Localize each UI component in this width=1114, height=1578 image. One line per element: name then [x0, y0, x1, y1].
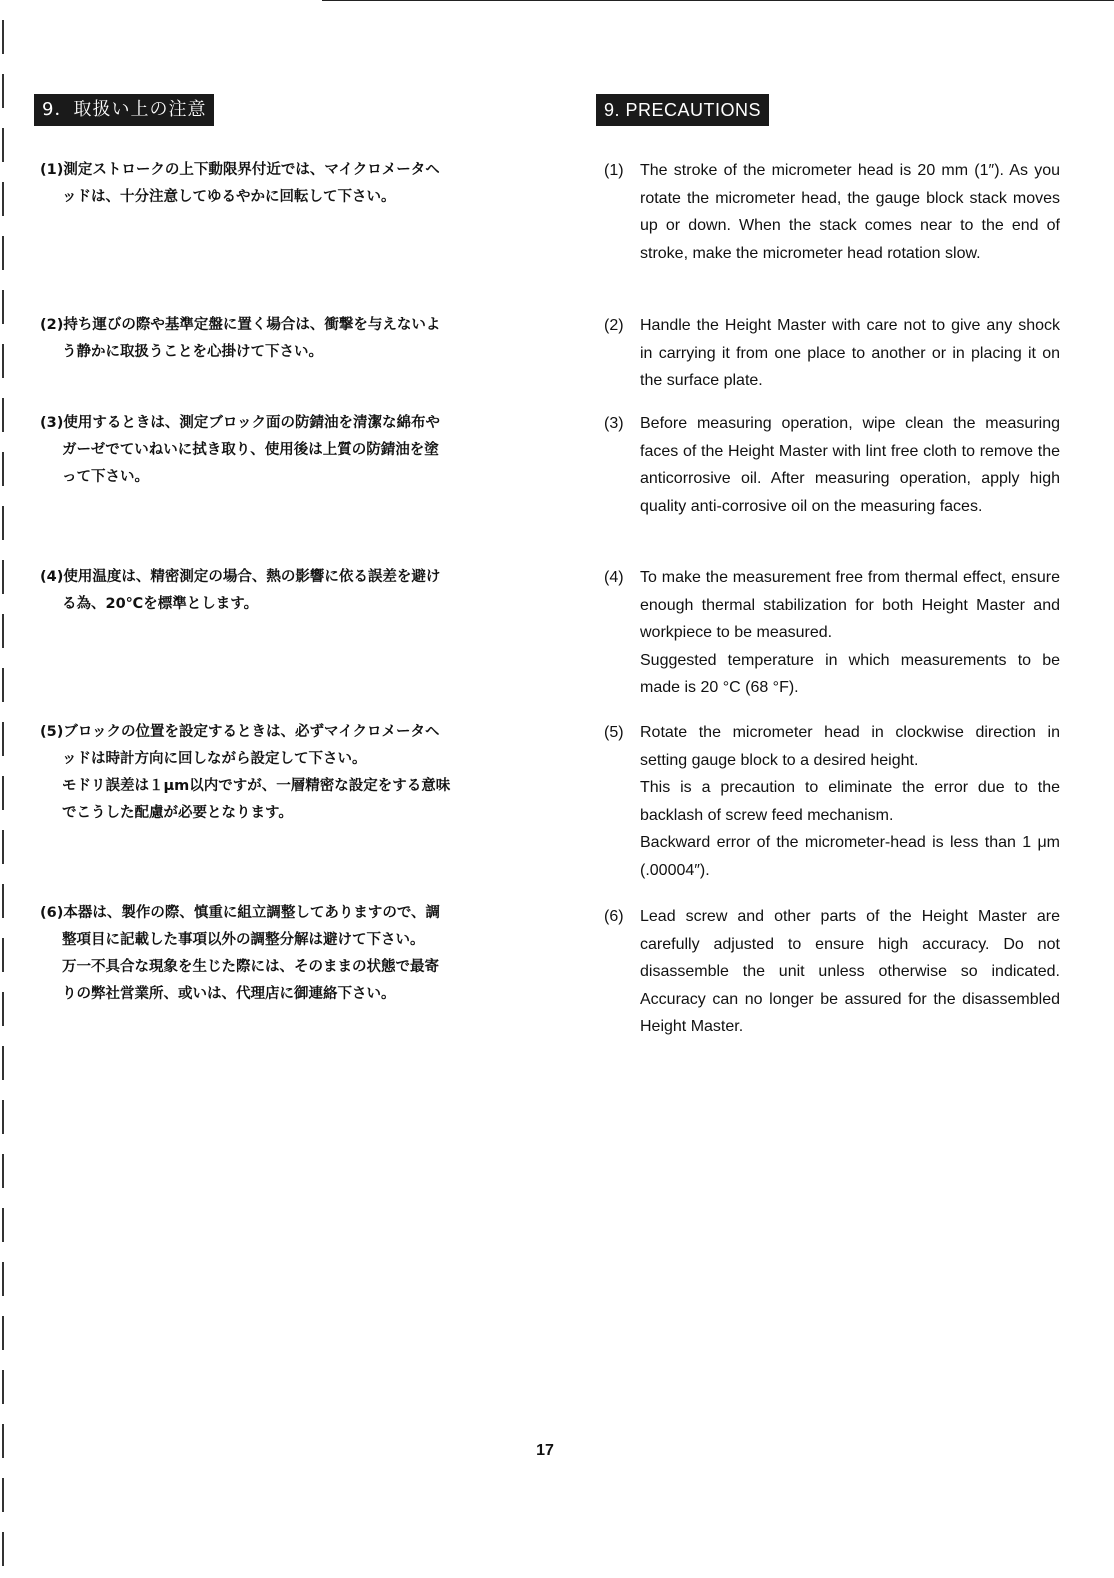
jp-line: う静かに取扱うことを心掛けて下さい。 [62, 344, 323, 360]
heading-english: 9. PRECAUTIONS [596, 94, 769, 126]
en-paragraph: Lead screw and other parts of the Height Master are carefully adjusted to ensure high accuracy. Do not disassemble the unit unless otherwise so indicated. Accuracy can no longer be assured for the disassembled Height Master. [640, 908, 1060, 1035]
item-number: (6) [604, 908, 624, 925]
jp-line: モドリ誤差は１μm以内ですが、一層精密な設定をする意味 [62, 778, 451, 794]
en-item-5 [604, 719, 1060, 884]
scan-edge [2, 20, 4, 1570]
jp-item-6 [40, 900, 520, 1008]
en-paragraph: Handle the Height Master with care not to give any shock in carrying it from one place to another or in placing it on the surface plate. [640, 317, 1060, 389]
en-paragraph: This is a precaution to eliminate the error due to the backlash of screw feed mechanism. [640, 779, 1060, 824]
en-item-2 [604, 312, 1060, 395]
jp-line: 万一不具合な現象を生じた際には、そのままの状態で最寄 [62, 959, 439, 975]
item-number: (4) [604, 569, 624, 586]
en-paragraph: To make the measurement free from thermal effect, ensure enough thermal stabilization for both Height Master and workpiece to be measured. [640, 569, 1060, 641]
en-item-1 [604, 157, 1060, 267]
heading-japanese: 9．取扱い上の注意 [34, 94, 214, 126]
en-paragraph: Suggested temperature in which measurements to be made is 20 °C (68 °F). [640, 651, 1060, 696]
jp-line: る為、20℃を標準とします。 [62, 596, 259, 612]
en-paragraph: The stroke of the micrometer head is 20 mm (1″). As you rotate the micrometer head, the gauge block stack moves up or down. When the stack comes near to the end of stroke, make the micrometer head rotation slow. [640, 162, 1060, 262]
jp-line: ガーゼでていねいに拭き取り、使用後は上質の防錆油を塗 [62, 442, 439, 458]
item-number: (5) [604, 724, 624, 741]
jp-item-2 [40, 312, 520, 366]
en-paragraph: Backward error of the micrometer-head is less than 1 μm (.00004″). [640, 834, 1060, 879]
jp-line: (2)持ち運びの際や基準定盤に置く場合は、衝撃を与えないよ [40, 317, 441, 333]
en-paragraph: Before measuring operation, wipe clean the measuring faces of the Height Master with lint free cloth to remove the anticorrosive oil. After measuring operation, apply high quality anti-corrosive oil on the measuring faces. [640, 415, 1060, 515]
top-rule [322, 0, 1114, 1]
jp-item-1 [40, 157, 520, 211]
en-item-6 [604, 903, 1060, 1041]
jp-item-5 [40, 719, 520, 827]
item-number: (3) [604, 415, 624, 432]
jp-line: (3)使用するときは、測定ブロック面の防錆油を清潔な綿布や [40, 415, 441, 431]
jp-item-4 [40, 564, 520, 618]
jp-line: りの弊社営業所、或いは、代理店に御連絡下さい。 [62, 986, 396, 1002]
jp-line: 整項目に記載した事項以外の調整分解は避けて下さい。 [62, 932, 425, 948]
jp-line: (4)使用温度は、精密測定の場合、熱の影響に依る誤差を避け [40, 569, 441, 585]
item-number: (2) [604, 317, 624, 334]
en-item-4 [604, 564, 1060, 702]
jp-line: (1)測定ストロークの上下動限界付近では、マイクロメータヘ [40, 162, 440, 178]
jp-line: (5)ブロックの位置を設定するときは、必ずマイクロメータヘ [40, 724, 440, 740]
jp-line: でこうした配慮が必要となります。 [62, 805, 293, 821]
jp-line: ッドは時計方向に回しながら設定して下さい。 [62, 751, 367, 767]
en-paragraph: Rotate the micrometer head in clockwise direction in setting gauge block to a desired height. [640, 724, 1060, 769]
jp-line: ッドは、十分注意してゆるやかに回転して下さい。 [62, 189, 396, 205]
en-item-3 [604, 410, 1060, 520]
jp-line: って下さい。 [62, 469, 149, 485]
item-number: (1) [604, 162, 624, 179]
jp-item-3 [40, 410, 520, 491]
page-number: 17 [536, 1442, 554, 1459]
jp-line: (6)本器は、製作の際、慎重に組立調整してありますので、調 [40, 905, 441, 921]
